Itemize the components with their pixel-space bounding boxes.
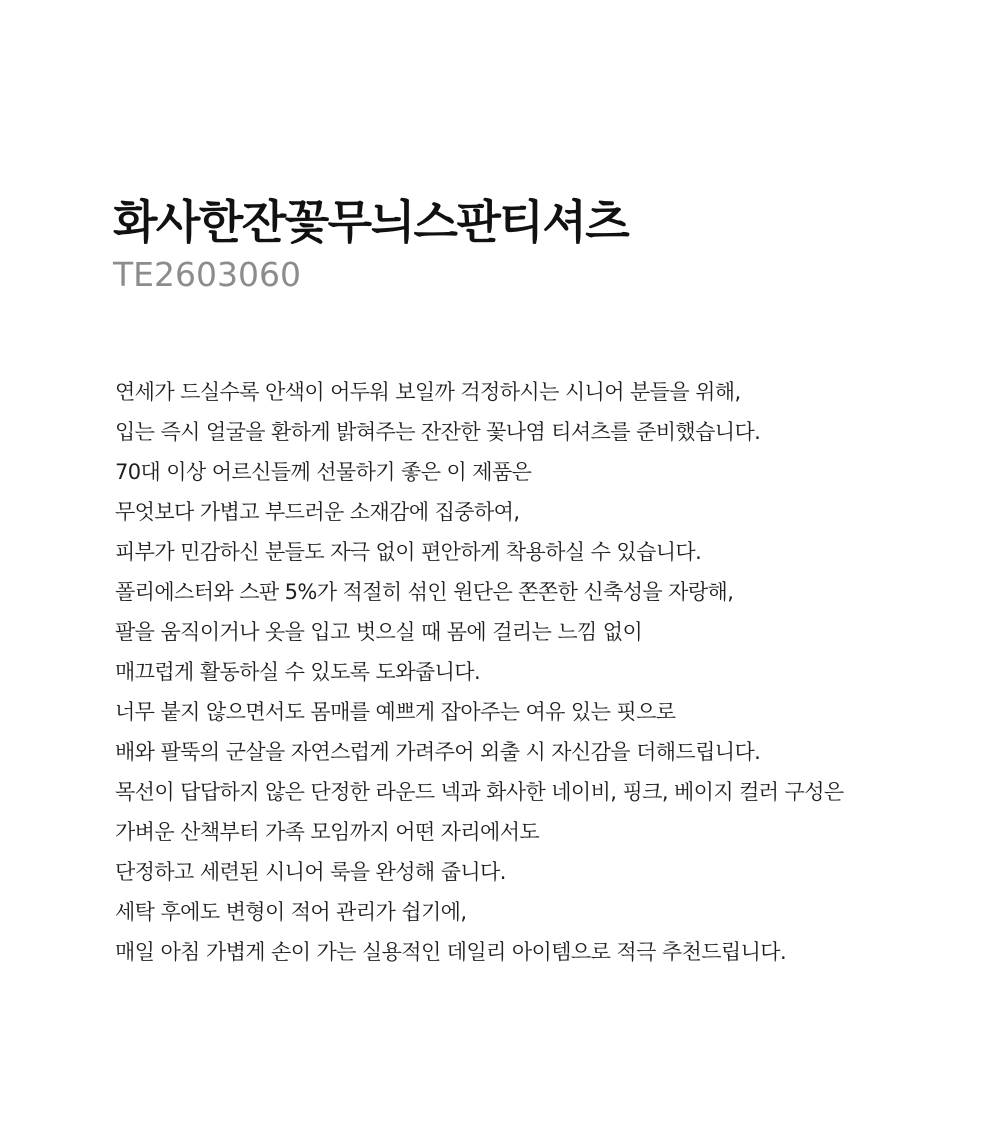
description-line: 연세가 드실수록 안색이 어두워 보일까 걱정하시는 시니어 분들을 위해, xyxy=(115,380,741,404)
description-line: 세탁 후에도 변형이 적어 관리가 쉽기에, xyxy=(115,900,467,924)
description-line: 배와 팔뚝의 군살을 자연스럽게 가려주어 외출 시 자신감을 더해드립니다. xyxy=(115,740,761,764)
product-code: TE2603060 xyxy=(113,255,301,294)
description-line: 입는 즉시 얼굴을 환하게 밝혀주는 잔잔한 꽃나염 티셔츠를 준비했습니다. xyxy=(115,420,761,444)
description-line: 피부가 민감하신 분들도 자극 없이 편안하게 착용하실 수 있습니다. xyxy=(115,540,702,564)
product-header xyxy=(113,192,973,298)
description-line: 매일 아침 가볍게 손이 가는 실용적인 데일리 아이템으로 적극 추천드립니다. xyxy=(115,940,787,964)
description-line: 가벼운 산책부터 가족 모임까지 어떤 자리에서도 xyxy=(115,820,540,844)
description-line: 팔을 움직이거나 옷을 입고 벗으실 때 몸에 걸리는 느낌 없이 xyxy=(115,620,643,644)
description-line: 너무 붙지 않으면서도 몸매를 예쁘게 잡아주는 여유 있는 핏으로 xyxy=(115,700,676,724)
description-line: 무엇보다 가볍고 부드러운 소재감에 집중하여, xyxy=(115,500,520,524)
product-description xyxy=(115,372,985,972)
description-line: 목선이 답답하지 않은 단정한 라운드 넥과 화사한 네이비, 핑크, 베이지 컬러 구성은 xyxy=(115,780,844,804)
product-title: 화사한잔꽃무늬스판티셔츠 xyxy=(113,195,629,249)
description-line: 폴리에스터와 스판 5%가 적절히 섞인 원단은 쫀쫀한 신축성을 자랑해, xyxy=(115,580,734,604)
description-line: 단정하고 세련된 시니어 룩을 완성해 줍니다. xyxy=(115,860,506,884)
description-line: 70대 이상 어르신들께 선물하기 좋은 이 제품은 xyxy=(115,460,532,484)
description-line: 매끄럽게 활동하실 수 있도록 도와줍니다. xyxy=(115,660,481,684)
